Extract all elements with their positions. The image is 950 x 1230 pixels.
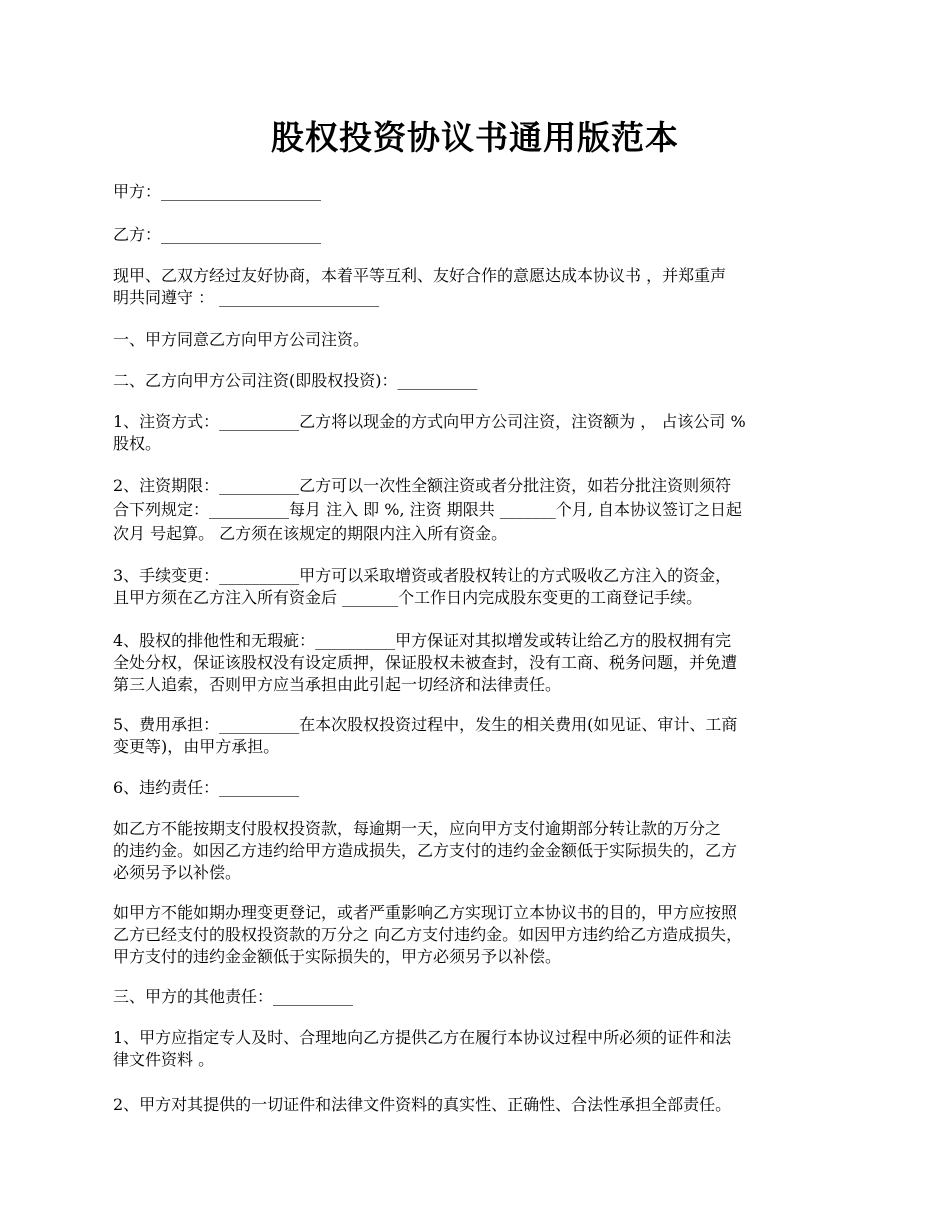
breach-b-line: 的违约金。如因乙方违约给甲方造成损失，乙方支付的违约金金额低于实际损失的，乙方 [113, 841, 738, 860]
party-a-line: 甲方：____________________ [113, 182, 322, 201]
document-title: 股权投资协议书通用版范本 [271, 118, 679, 157]
item-5-paragraph [113, 714, 841, 758]
breach-a-line: 如甲方不能如期办理变更登记，或者严重影响乙方实现订立本协议书的目的，甲方应按照 [113, 903, 738, 922]
item-1-paragraph [113, 411, 841, 455]
duty-1-line: 1、甲方应指定专人及时、合理地向乙方提供乙方在履行本协议过程中所必须的证件和法 [113, 1028, 732, 1047]
intro-paragraph [113, 265, 841, 309]
duty-1-line: 律文件资料 。 [113, 1050, 215, 1069]
item-3-line: 且甲方须在乙方注入所有资金后 _______个工作日内完成股东变更的工商登记手续。 [113, 588, 703, 607]
item-4-paragraph [113, 630, 841, 696]
item-1-line: 1、注资方式：__________乙方将以现金的方式向甲方公司注资，注资额为 ， 占该公司 % [113, 412, 746, 431]
item-6: 6、违约责任：__________ [113, 778, 300, 797]
item-2-line: 2、注资期限：__________乙方可以一次性全额注资或者分批注资，如若分批注资则须符 [113, 476, 732, 495]
breach-a-line: 甲方支付的违约金金额低于实际损失的，甲方必须另予以补偿。 [113, 947, 562, 966]
item-3-paragraph [113, 565, 841, 609]
clause-2: 二、乙方向甲方公司注资(即股权投资)：__________ [113, 371, 478, 390]
item-5-line: 变更等)，由甲方承担。 [113, 737, 280, 756]
item-4-line: 第三人追索，否则甲方应当承担由此引起一切经济和法律责任。 [113, 675, 562, 694]
intro-line: 明共同遵守 ： ____________________ [113, 288, 380, 307]
breach-party-a-paragraph [113, 902, 841, 968]
item-3-line: 3、手续变更：__________甲方可以采取增资或者股权转让的方式吸收乙方注入的资金， [113, 566, 732, 585]
clause-1: 一、甲方同意乙方向甲方公司注资。 [113, 330, 370, 349]
duty-1-paragraph [113, 1027, 841, 1071]
breach-b-line: 如乙方不能按期支付股权投资款，每逾期一天，应向甲方支付逾期部分转让款的万分之 [113, 819, 722, 838]
item-5-line: 5、费用承担：__________在本次股权投资过程中，发生的相关费用(如见证、审计、工商 [113, 715, 738, 734]
clause-3: 三、甲方的其他责任：__________ [113, 987, 354, 1006]
item-2-paragraph [113, 474, 841, 546]
item-2-line: 合下列规定：__________每月 注入 即 %, 注资 期限共 _______个月, 自本协议签订之日起 [113, 500, 742, 519]
breach-party-b-paragraph [113, 818, 841, 884]
breach-b-line: 必须另予以补偿。 [113, 863, 242, 882]
duty-2: 2、甲方对其提供的一切证件和法律文件资料的真实性、正确性、合法性承担全部责任。 [113, 1095, 732, 1114]
item-1-line: 股权。 [113, 434, 162, 453]
item-2-line: 次月 号起算。 乙方须在该规定的期限内注入所有资金。 [113, 524, 508, 543]
breach-a-line: 乙方已经支付的股权投资款的万分之 向乙方支付违约金。如因甲方违约给乙方造成损失， [113, 925, 743, 944]
item-4-line: 4、股权的排他性和无瑕疵：__________甲方保证对其拟增发或转让给乙方的股权拥有完 [113, 631, 732, 650]
item-4-line: 全处分权，保证该股权没有设定质押，保证股权未被查封，没有工商、税务问题，并免遭 [113, 653, 738, 672]
intro-line: 现甲、乙双方经过友好协商，本着平等互利、友好合作的意愿达成本协议书 ，并郑重声 [113, 266, 727, 285]
party-b-line: 乙方：____________________ [113, 225, 322, 244]
